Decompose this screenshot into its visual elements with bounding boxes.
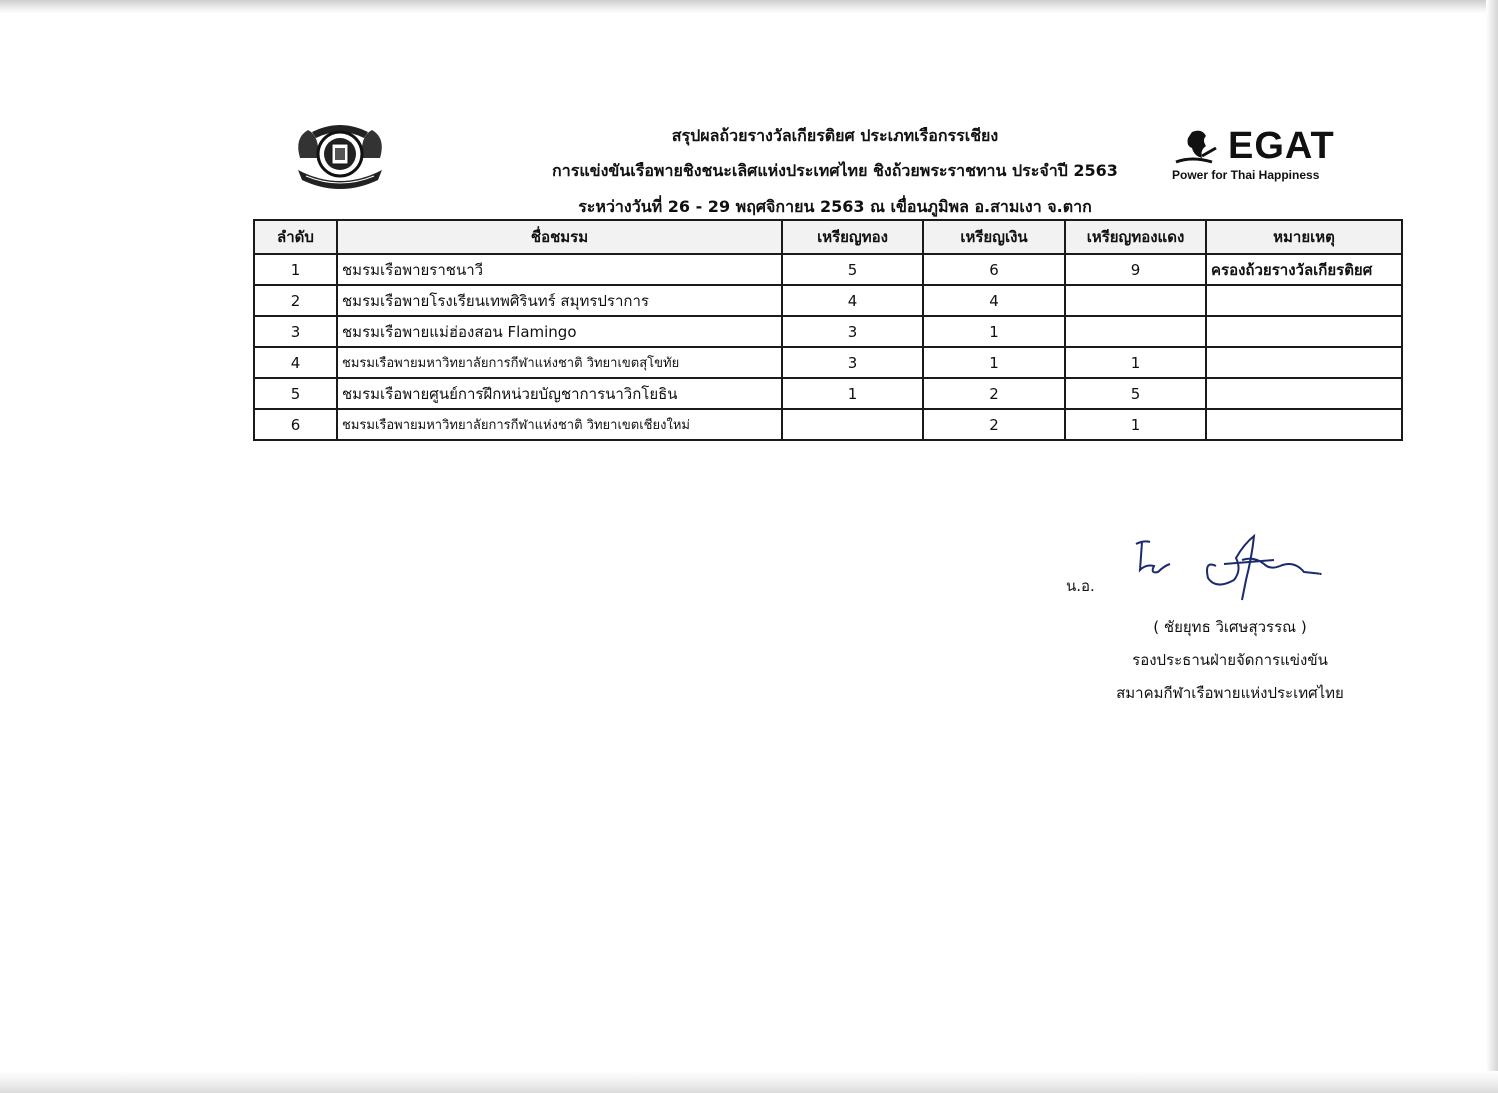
cell-rank: 4 bbox=[254, 347, 337, 378]
cell-rank: 2 bbox=[254, 285, 337, 316]
cell-bronze: 5 bbox=[1065, 378, 1206, 409]
signer-position: รองประธานฝ่ายจัดการแข่งขัน bbox=[1132, 651, 1328, 669]
signer-name: ( ชัยยุทธ วิเศษสุวรรณ ) bbox=[1153, 618, 1307, 636]
cell-rank: 1 bbox=[254, 254, 337, 285]
header-club: ชื่อชมรม bbox=[337, 220, 782, 254]
cell-bronze: 1 bbox=[1065, 347, 1206, 378]
page-title-line-3: ระหว่างวันที่ 26 - 29 พฤศจิกายน 2563 ณ เขื่อนภูมิพล อ.สามเงา จ.ตาก bbox=[578, 197, 1092, 216]
cell-remark bbox=[1206, 347, 1402, 378]
cell-rank: 6 bbox=[254, 409, 337, 440]
cell-gold: 3 bbox=[782, 316, 923, 347]
egat-logo bbox=[1168, 126, 1386, 184]
cell-club: ชมรมเรือพายศูนย์การฝึกหน่วยบัญชาการนาวิกโยธิน bbox=[337, 378, 782, 409]
paper-edge-right bbox=[1486, 0, 1498, 1093]
header-rank: ลำดับ bbox=[254, 220, 337, 254]
cell-gold: 3 bbox=[782, 347, 923, 378]
header-bronze: เหรียญทองแดง bbox=[1065, 220, 1206, 254]
page-title-line-1: สรุปผลถ้วยรางวัลเกียรติยศ ประเภทเรือกรรเชียง bbox=[671, 126, 999, 145]
cell-bronze: 9 bbox=[1065, 254, 1206, 285]
table-row bbox=[254, 254, 1402, 285]
cell-remark bbox=[1206, 285, 1402, 316]
cell-silver: 6 bbox=[923, 254, 1065, 285]
cell-gold: 1 bbox=[782, 378, 923, 409]
signature-block bbox=[1060, 530, 1400, 710]
cell-bronze bbox=[1065, 316, 1206, 347]
cell-silver: 2 bbox=[923, 409, 1065, 440]
cell-club: ชมรมเรือพายมหาวิทยาลัยการกีฬาแห่งชาติ วิทยาเขตสุโขทัย bbox=[337, 347, 782, 378]
cell-remark bbox=[1206, 409, 1402, 440]
table-row bbox=[254, 347, 1402, 378]
cell-rank: 5 bbox=[254, 378, 337, 409]
egat-wordmark: EGAT bbox=[1228, 125, 1335, 167]
cell-remark bbox=[1206, 378, 1402, 409]
paper-edge-top bbox=[0, 0, 1498, 14]
cell-silver: 4 bbox=[923, 285, 1065, 316]
cell-bronze bbox=[1065, 285, 1206, 316]
cell-club: ชมรมเรือพายมหาวิทยาลัยการกีฬาแห่งชาติ วิทยาเขตเชียงใหม่ bbox=[337, 409, 782, 440]
handwritten-signature-icon bbox=[1124, 530, 1324, 610]
cell-club: ชมรมเรือพายแม่ฮ่องสอน Flamingo bbox=[337, 316, 782, 347]
paper-edge-bottom bbox=[0, 1071, 1498, 1093]
cell-gold: 4 bbox=[782, 285, 923, 316]
table-row bbox=[254, 378, 1402, 409]
cell-rank: 3 bbox=[254, 316, 337, 347]
cell-silver: 1 bbox=[923, 316, 1065, 347]
header-remark: หมายเหตุ bbox=[1206, 220, 1402, 254]
table-row bbox=[254, 409, 1402, 440]
page-title-line-2: การแข่งขันเรือพายชิงชนะเลิศแห่งประเทศไทย ชิงถ้วยพระราชทาน ประจำปี 2563 bbox=[552, 161, 1118, 180]
cell-remark bbox=[1206, 316, 1402, 347]
cell-club: ชมรมเรือพายราชนาวี bbox=[337, 254, 782, 285]
table-row bbox=[254, 285, 1402, 316]
results-table bbox=[253, 219, 1403, 441]
cell-remark: ครองถ้วยรางวัลเกียรติยศ bbox=[1206, 254, 1402, 285]
cell-bronze: 1 bbox=[1065, 409, 1206, 440]
header-silver: เหรียญเงิน bbox=[923, 220, 1065, 254]
egat-figure-icon bbox=[1172, 128, 1226, 170]
egat-tagline: Power for Thai Happiness bbox=[1172, 168, 1320, 182]
cell-gold bbox=[782, 409, 923, 440]
signature-rank-prefix: น.อ. bbox=[1066, 577, 1095, 595]
cell-club: ชมรมเรือพายโรงเรียนเทพศิรินทร์ สมุทรปราการ bbox=[337, 285, 782, 316]
table-header-row bbox=[254, 220, 1402, 254]
cell-gold: 5 bbox=[782, 254, 923, 285]
cell-silver: 2 bbox=[923, 378, 1065, 409]
signer-organization: สมาคมกีฬาเรือพายแห่งประเทศไทย bbox=[1116, 684, 1344, 702]
association-emblem-icon bbox=[290, 118, 390, 194]
cell-silver: 1 bbox=[923, 347, 1065, 378]
header-gold: เหรียญทอง bbox=[782, 220, 923, 254]
table-row bbox=[254, 316, 1402, 347]
